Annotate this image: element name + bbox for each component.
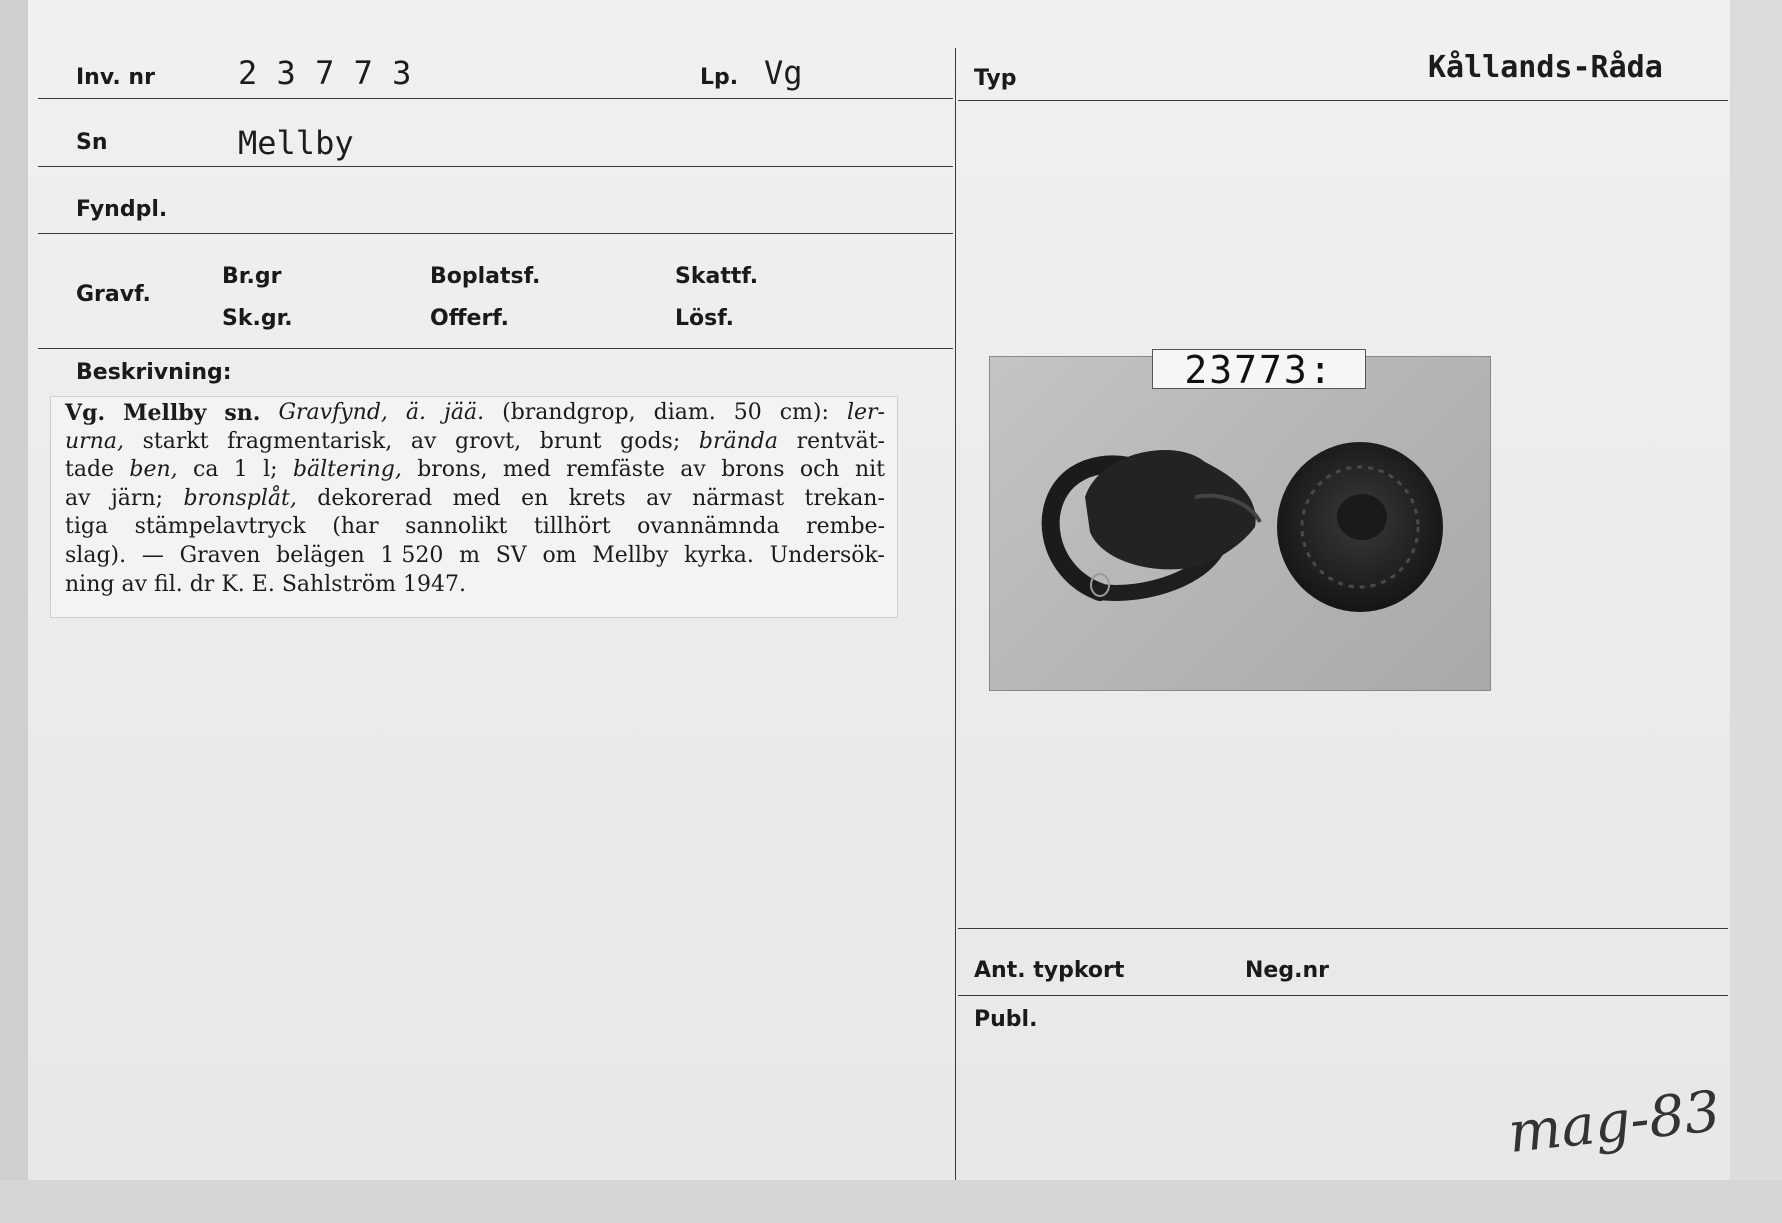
description-word: sannolikt: [405, 514, 508, 540]
description-word: Vg.: [65, 400, 106, 426]
description-word: ben,: [129, 457, 178, 483]
description-word: om: [542, 542, 577, 568]
description-line-1: [65, 399, 885, 428]
skattf-label: Skattf.: [675, 264, 759, 289]
inv-nr-label: Inv. nr: [76, 65, 155, 90]
description-word: 50: [733, 400, 762, 425]
lp-label: Lp.: [700, 65, 739, 90]
description-word: 1947.: [402, 571, 466, 597]
beskrivning-label: Beskrivning:: [76, 360, 232, 385]
description-word: bronsplåt,: [183, 485, 297, 511]
description-word: E.: [251, 571, 275, 597]
description-word: av: [680, 457, 706, 483]
sn-label: Sn: [76, 130, 108, 155]
description-word: (brandgrop,: [502, 400, 636, 425]
typ-value: Kållands-Råda: [1428, 50, 1663, 85]
description-word: ä.: [405, 400, 427, 425]
brgr-label: Br.gr: [222, 264, 282, 289]
description-word: närmast: [692, 485, 785, 511]
neg-nr-label: Neg.nr: [1245, 958, 1329, 983]
publ-label: Publ.: [974, 1007, 1038, 1032]
description-word: slag).: [65, 542, 127, 568]
photo-inventory-label: 23773:: [1152, 349, 1366, 389]
description-line-6: [65, 542, 885, 571]
description-word: Gravfynd,: [278, 400, 388, 425]
description-word: tillhört: [533, 514, 611, 540]
sn-value: Mellby: [238, 124, 354, 162]
description-word: av: [646, 485, 672, 511]
losf-label: Lösf.: [675, 306, 734, 331]
description-word: dr: [189, 571, 215, 597]
description-word: ler-: [846, 400, 885, 425]
card-edge-shadow: [1730, 0, 1782, 1180]
description-word: —: [141, 542, 164, 568]
description-word: rembe-: [806, 514, 885, 540]
description-word: belägen: [276, 542, 365, 568]
description-word: gods;: [620, 428, 681, 454]
description-word: jää.: [444, 400, 485, 425]
description-word: brunt: [539, 428, 602, 454]
description-word: brända: [698, 428, 778, 454]
description-word: SV: [495, 542, 527, 568]
description-line-7: [65, 571, 885, 600]
row-line-gravf: [38, 348, 953, 349]
description-line-3: [65, 456, 885, 485]
description-word: ning: [65, 571, 115, 597]
description-line-5: [65, 513, 885, 542]
row-line-sn: [38, 166, 953, 167]
lp-value: Vg: [764, 54, 803, 92]
inv-nr-value: 2 3 7 7 3: [238, 54, 412, 92]
description-word: Mellby: [123, 400, 207, 426]
description-word: med: [452, 485, 501, 511]
description-word: fragmentarisk,: [227, 428, 393, 454]
row-line-typkort: [958, 995, 1728, 996]
description-word: järn;: [110, 485, 164, 511]
description-word: 1: [233, 457, 248, 483]
description-word: sn.: [224, 400, 261, 426]
description-slip: [50, 396, 898, 618]
description-word: stämpelavtryck: [134, 514, 306, 540]
description-word: 1 520: [380, 542, 444, 568]
description-word: diam.: [653, 400, 716, 425]
fyndpl-label: Fyndpl.: [76, 197, 168, 222]
description-word: Undersök-: [769, 542, 885, 568]
description-word: fil.: [154, 571, 183, 597]
description-word: bältering,: [292, 457, 402, 483]
description-word: tade: [65, 457, 115, 483]
description-word: ovannämnda: [637, 514, 780, 540]
gravf-label: Gravf.: [76, 282, 151, 307]
description-word: och: [799, 457, 840, 483]
description-word: trekan-: [804, 485, 885, 511]
description-word: cm):: [779, 400, 829, 425]
description-word: K.: [221, 571, 245, 597]
skgr-label: Sk.gr.: [222, 306, 293, 331]
ant-typkort-label: Ant. typkort: [974, 958, 1125, 983]
handwritten-note: mag-83: [1505, 1079, 1724, 1166]
description-line-2: [65, 428, 885, 457]
description-word: med: [502, 457, 551, 483]
row-line-fyndpl: [38, 233, 953, 234]
description-word: av: [65, 485, 91, 511]
row-line-inv: [38, 98, 953, 99]
typ-label: Typ: [974, 66, 1017, 91]
row-line-typ: [958, 100, 1728, 101]
artifact-photo: [990, 357, 1490, 690]
description-word: urna,: [65, 428, 124, 454]
boplatsf-label: Boplatsf.: [430, 264, 541, 289]
description-word: l;: [263, 457, 278, 483]
description-word: dekorerad: [317, 485, 433, 511]
artifact-photo-drawing: [990, 357, 1490, 690]
description-word: brons: [721, 457, 785, 483]
description-word: en: [521, 485, 549, 511]
description-word: Graven: [179, 542, 261, 568]
column-divider: [955, 48, 956, 1180]
description-word: (har: [332, 514, 379, 540]
description-word: Sahlström: [281, 571, 396, 597]
card-bottom-shadow: [0, 1180, 1782, 1223]
description-word: krets: [568, 485, 626, 511]
description-word: nit: [854, 457, 885, 483]
description-word: kyrka.: [684, 542, 754, 568]
description-word: av: [410, 428, 437, 454]
description-word: tiga: [65, 514, 109, 540]
description-word: starkt: [142, 428, 209, 454]
description-word: brons,: [417, 457, 488, 483]
row-line-typ-bottom: [958, 928, 1728, 929]
description-word: remfäste: [566, 457, 665, 483]
offerf-label: Offerf.: [430, 306, 510, 331]
description-word: rentvät-: [796, 428, 885, 454]
description-word: av: [121, 571, 148, 597]
description-word: grovt,: [455, 428, 522, 454]
description-line-4: [65, 485, 885, 514]
description-word: ca: [193, 457, 219, 483]
description-word: Mellby: [592, 542, 669, 568]
description-word: m: [459, 542, 480, 568]
